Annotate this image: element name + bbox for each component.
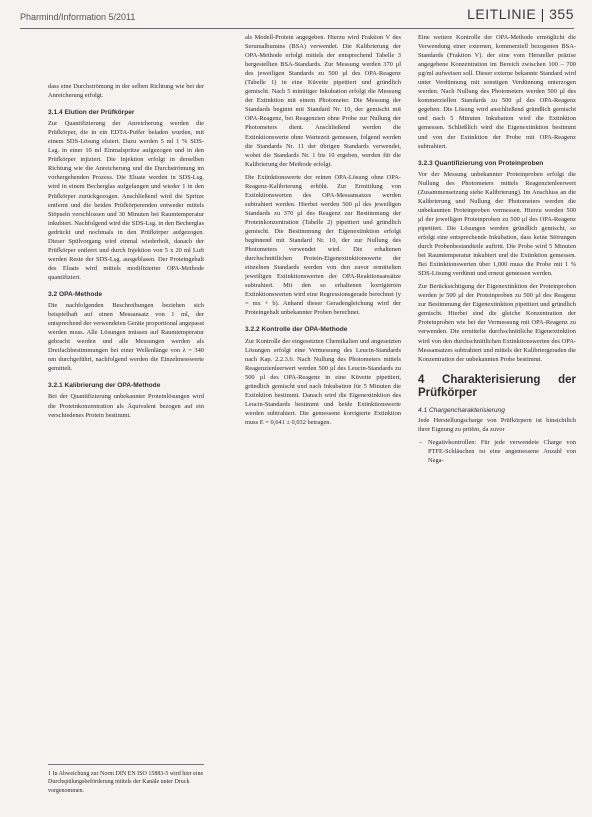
paragraph: Zur Kontrolle der eingesetzten Chemikalien und angesetzten Lösungen erfolgt eine Vermessung des Leucin-Standards nach Kap. 2.2.3.6. Nach Nullung des Photometers mittels Reagenzienleerwert werden 500 µl des Leucin-Standards zu 500 µl des OPA-Reagenz in eine Küvette pipettiert, gründlich gemischt und nach Inkubation für 5 Minuten die Extinktion bestimmt. Danach wird die Eigenextinktion des Leucin-Standards bestimmt und beide Extinktionswerte werden subtrahiert. Die gemessene korrigierte Extinktion muss E = 0,641 ± 0,032 betragen. bbox=[245, 337, 401, 426]
footnote: 1 In Abweichung zur Norm DIN EN ISO 15883-5 wird hier eine Durchspülungsbeförderung mittels der Kanäle unter Druck vorgenommen. bbox=[48, 764, 204, 795]
list-item: – Negativkontrollen: Für jede verwendete Charge von PTFE-Schläuchen ist eine angemessene Anzahl von Nega- bbox=[428, 438, 576, 465]
section-heading: 3.2.2 Kontrolle der OPA-Methode bbox=[245, 326, 348, 334]
paragraph: Die Extinktionswerte der reinen OPA-Lösung ohne OPA-Reagenz-Kalibrierung erhöht. Zur Ermittlung von Extinktionswerten des OPA-Messansatzes werden subtrahiert werden. Hierbei werden 500 µl des jeweiligen Standards zu 370 µl des Reagenz zur Bestimmung der Proteinkonzentration (Tabelle 2) pipettiert und gründlich gemischt. Die Bestimmung der Eigenextinktion erfolgt beginnend mit Standard Nr. 10, der zur Nullung des Photometers verwendet wird. Die erhaltenen durchschnittlichen Protein-Eigenextinktionswerte der einzelnen Standards werden von den zuvor ermittelten jeweiligen Extinktionswerten der OPA-Reaktionsansätze subtrahiert. Mit den so erhaltenen korrigierten Extinktionswerten wird eine Regressionsgerade berechnet (y = mx + b). Anhand dieser Geradengleichung wird der Proteingehalt unbekannter Proben berechnet. bbox=[245, 173, 401, 317]
chapter-heading: 4 Charakterisierung der Prüfkörper bbox=[418, 373, 576, 399]
column-middle bbox=[245, 33, 401, 431]
paragraph: Vor der Messung unbekannter Proteinproben erfolgt die Nullung des Photometers mittels Reagenzienleerwert (Zusammensetzung siehe Kalibrierung). Im Anschluss an die Kalibrierung und Nullung der Photometers werden die unbekannten Proteinproben vermessen. Hierzu werden 500 µl der jeweiligen Proteinproben zu 500 µl des OPA-Reagenz pipettiert. Die Lösungen werden gründlich gemischt, so erfolgt eine entsprechende Inkubation, dass keine Störungen durch Probenbestandteile auftritt. Die Probe wird 5 Minuten bei Raumtemperatur inkubiert und die Extinktion gemessen. Bei Extinktionswerten über 1,000 muss die Probe mit 1 % SDS-Lösung verdünnt und erneut gemessen werden. bbox=[418, 170, 576, 278]
paragraph: Bei der Quantifizierung unbekannter Proteinlösungen wird die Proteinkonzentration als Äquivalent bezogen auf ein verschiedenes Protein bestimmt. bbox=[48, 393, 204, 419]
paragraph: Zur Quantifizierung der Anreicherung werden die Prüfkörper, die in ein EDTA-Puffer beladen wurden, mit einem SDS-Lösung eluiert. Dazu werden 5 ml 1 % SDS-Lsg. in einer 10 ml Einmalspritze aufgezogen und in den Prüfkörper injiziert. Die Injektion erfolgt in derselben Richtung wie die Anreicherung und die Durchströmung im vorhergehenden Prozess. Die Eluate werden in SDS-Lsg. wird in einem Becherglas aufgefangen und wieder 1 in den Prüfkörper zurückgezogen. Anschließend wird die Spritze entfernt und die beiden Prüfkörperenden entweder mittels Stöpseln verschlossen und 30 Minuten bei Raumtemperatur inkubiert. Nachfolgend wird die SDS-Lsg. in den Becherglas gedrückt und nochmals in den Prüfkörper aufgezogen. Dieser Spülvorgang wird einmal wiederholt, danach der Prüfkörper entleert und durch Injektion von 5 x 20 ml Luft werden Reste der SDS-Lsg. ausgeblasen. Der Proteingehalt des Eluats wird mittels modifizierter OPA-Methode quantifiziert. bbox=[48, 120, 204, 281]
running-head: LEITLINIE | 355 bbox=[467, 6, 574, 22]
page-header bbox=[20, 6, 574, 29]
paragraph: dass eine Durchströmung in der selben Richtung wie bei der Anreicherung erfolgt. bbox=[48, 83, 204, 100]
section-heading: 3.1.4 Elution der Prüfkörper bbox=[48, 109, 135, 117]
section-heading: 3.2.3 Quantifizierung von Proteinproben bbox=[418, 159, 544, 167]
column-left bbox=[48, 82, 204, 424]
paragraph: Zur Berücksichtigung der Eigenextinktion der Proteinproben werden je 500 µl der Proteinproben zu 500 µl des Reagenz zur Bestimmung der Eigenextinktion pipettiert und gründlich gemischt. Hierbei sind die gleiche Konzentration der Proteinproben wie bei der Vermessung mit OPA-Reagenz zu verwenden. Die ermittelte durchschnittliche Eigenextinktion wird von den durchschnittlichen Extinktionswerten des OPA-Messansatzes subtrahiert und mittels der Kalibriergeraden die Konzentration der unbekannten Probe bestimmt. bbox=[418, 283, 576, 363]
bullet-list bbox=[418, 438, 576, 465]
column-right bbox=[418, 33, 576, 465]
subsection-heading: 4.1 Chargencharakterisierung bbox=[418, 406, 505, 414]
paragraph: Die nachfolgenden Beschreibungen beziehen sich beispielhaft auf einen Messansatz von 1 ml, der entsprechend der verwendeten Geräte proportional angepasst werden muss. Alle Lösungen müssen auf Raumtemperatur gebracht werden und alle Messungen werden als Dreifachbestimmungen bei einer Wellenlänge von λ = 340 nm durchgeführt, nachfolgend werden die Einzelmesswerte gemittelt. bbox=[48, 302, 204, 373]
journal-title: Pharmind/Information 5/2011 bbox=[20, 12, 136, 22]
section-heading: 3.2 OPA-Methode bbox=[48, 290, 103, 298]
section-heading: 3.2.1 Kalibrierung der OPA-Methode bbox=[48, 382, 161, 390]
paragraph: als Modell-Protein angegeben. Hierzu wird Fraktion V des Serumalbumins (BSA) verwendet. Die Kalibrierung der OPA-Methode erfolgt mittels der entsprechend Tabelle 3 hergestellten BSA-Standards. Zur Messung werden 370 µl des jeweiligen Standards zu 500 µl des OPA-Reagenz (Tabelle 1) in eine Küvette pipettiert und gründlich gemischt. Nach 5 minütiger Inkubation erfolgt die Messung der Extinktion mit einem Photometer. Die Messung der Standards beginnt mit Standard Nr. 10, der gemischt mit OPA-Reagenz, bei Reagenzien ohne Probe zur Nullung der Photometers dient. Anschließend werden die Extinktionswerte ohne Wartezeit gemessen, folgend werden die Standards Nr. 11 der übrigen Standards verwendet, wobei die Standards Nr. 1 bis 10 ergeben, werden für die Kalibrierung der Methode erfolgt. bbox=[245, 34, 401, 168]
paragraph: Eine weitere Kontrolle der OPA-Methode ermöglicht die Verwendung einer externen, kommerziell bezogenen BSA-Standards (Fraktion V). der eine vom Hersteller präzise angegebene Konzentration im Bereich zwischen 100 – 700 µg/ml aufweisen soll. Dieser externe bekannte Standard wird unter Verdünnung mit sonstigen Verdünnung unterzogen werden. Nach Nullung des Photometers werden 500 µl des kommerziellen Standards zu 500 µl des OPA-Reagenz gegeben. Die Lösung wird anschließend gründlich gemischt und nach 5 Minuten Inkubation wird die Extinktion gemessen. Schließlich wird die Eigenextinktion bestimmt und von der Extinktion der Probe mit OPA-Reagenz subtrahiert. bbox=[418, 34, 576, 150]
paragraph: Jede Herstellungscharge von Prüfkörpern ist hinsichtlich ihrer Eignung zu prüfen, da zuvor bbox=[418, 416, 576, 433]
